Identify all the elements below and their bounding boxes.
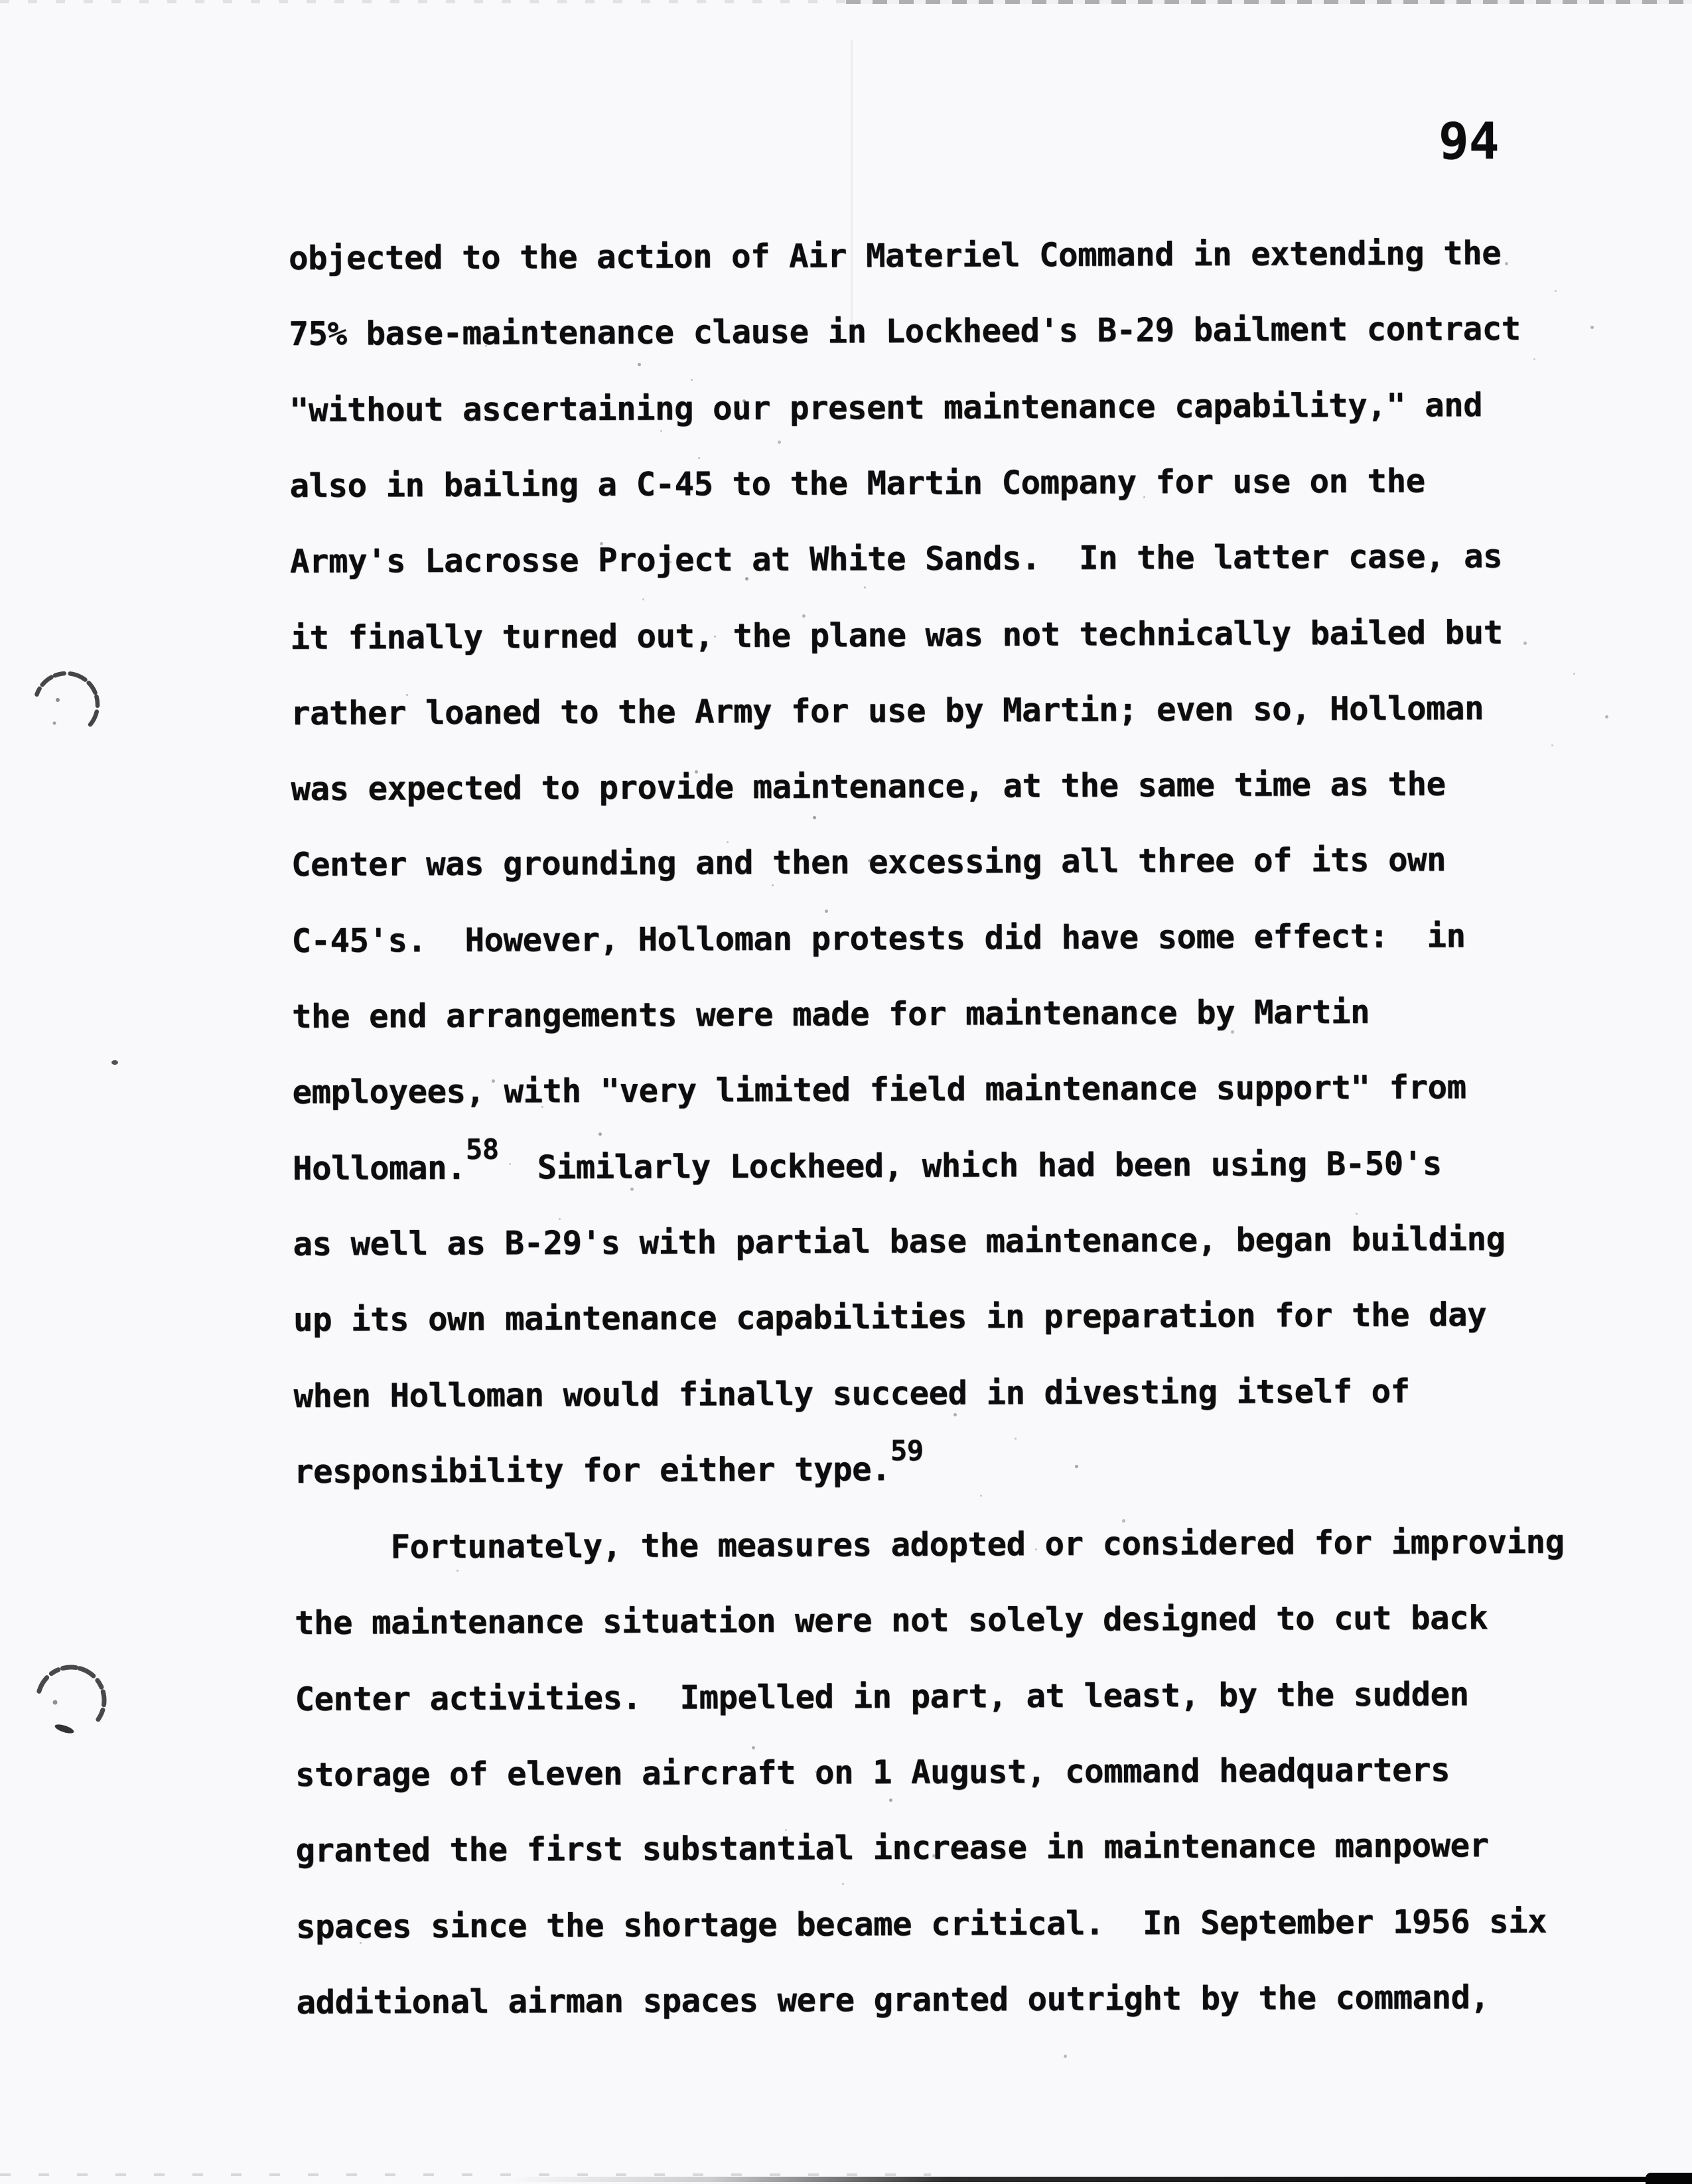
- text-line: [295, 1751, 1450, 1794]
- text-segment: Center was grounding and then excessing all three of its own: [291, 841, 1446, 884]
- text-segment: 75% base-maintenance clause in Lockheed's B-29 bailment contract: [289, 309, 1521, 353]
- text-segment: as well as B-29's with partial base maintenance, began building: [293, 1220, 1506, 1263]
- text-line: [291, 992, 1370, 1036]
- stray-ink-dot: [111, 1060, 118, 1065]
- text-segment: objected to the action of Air Materiel Command in extending the: [288, 234, 1502, 277]
- text-segment: spaces since the shortage became critical. In September 1956 six: [295, 1902, 1547, 1946]
- footnote-number: 59: [890, 1434, 924, 1467]
- text-segment: Holloman.: [292, 1148, 466, 1188]
- text-line: [293, 1296, 1487, 1339]
- text-line: [294, 1523, 1565, 1566]
- text-segment: storage of eleven aircraft on 1 August, command headquarters: [295, 1751, 1450, 1794]
- text-line: [291, 917, 1466, 960]
- text-segment: also in bailing a C-45 to the Martin Company for use on the: [289, 462, 1425, 505]
- text-line: [289, 462, 1425, 505]
- text-line: [288, 234, 1502, 277]
- text-segment: responsibility for either type.: [293, 1450, 891, 1491]
- text-line: [295, 1826, 1489, 1870]
- text-segment: up its own maintenance capabilities in preparation for the day: [293, 1296, 1487, 1339]
- text-line: [291, 841, 1446, 884]
- text-line: [296, 1978, 1490, 2021]
- scan-edge-artifact-bottom: [0, 2177, 1692, 2182]
- text-segment: C-45's. However, Holloman protests did have some effect: in: [291, 917, 1466, 960]
- hole-punch-mark: [27, 663, 113, 750]
- text-segment: Center activities. Impelled in part, at least, by the sudden: [295, 1675, 1469, 1718]
- text-segment: Fortunately, the measures adopted or considered for improving: [294, 1523, 1565, 1566]
- text-segment: "without ascertaining our present maintenance capability," and: [289, 386, 1483, 429]
- text-line: [290, 689, 1484, 732]
- scan-edge-artifact-top-left: [0, 0, 846, 3]
- text-line: [295, 1675, 1469, 1718]
- ink-blob: [54, 1723, 75, 1736]
- text-line: [289, 537, 1503, 580]
- text-line: [289, 386, 1483, 429]
- page-number: 94: [1439, 111, 1500, 171]
- text-line: [291, 765, 1446, 808]
- text-line: [289, 309, 1521, 353]
- text-segment: when Holloman would finally succeed in divesting itself of: [293, 1372, 1410, 1415]
- text-line: [290, 614, 1503, 657]
- text-segment: the maintenance situation were not solely designed to cut back: [294, 1599, 1488, 1642]
- text-line: [292, 1068, 1466, 1111]
- text-segment: Similarly Lockheed, which had been using B-50's: [498, 1144, 1442, 1187]
- text-segment: it finally turned out, the plane was not technically bailed but: [290, 614, 1503, 657]
- text-line: [294, 1599, 1488, 1642]
- scan-streak-artifact: [851, 40, 853, 325]
- text-line: [293, 1220, 1506, 1263]
- text-segment: was expected to provide maintenance, at the same time as the: [291, 765, 1446, 808]
- text-segment: employees, with "very limited field maintenance support" from: [292, 1068, 1466, 1111]
- scan-edge-artifact-top-right: [846, 0, 1692, 4]
- text-segment: additional airman spaces were granted outright by the command,: [296, 1978, 1490, 2021]
- body-text: [288, 234, 1589, 2021]
- ink-dot: [53, 722, 56, 725]
- ink-dot: [53, 1700, 58, 1705]
- hole-punch-mark: [30, 1659, 123, 1751]
- photocopy-noise: [0, 0, 2, 2]
- text-segment: granted the first substantial increase in maintenance manpower: [295, 1826, 1489, 1870]
- footnote-number: 58: [465, 1132, 499, 1166]
- text-line: [293, 1372, 1410, 1415]
- text-segment: the end arrangements were made for maintenance by Martin: [291, 992, 1370, 1036]
- scan-edge-artifact-bottom-left: [0, 2173, 931, 2176]
- text-segment: Army's Lacrosse Project at White Sands. In the latter case, as: [289, 537, 1503, 580]
- text-line: [292, 1132, 1442, 1188]
- text-line: [295, 1902, 1547, 1946]
- text-line: [293, 1434, 924, 1491]
- ink-dot: [56, 698, 60, 702]
- scan-corner-blob: [1646, 2173, 1692, 2184]
- text-segment: rather loaned to the Army for use by Martin; even so, Holloman: [290, 689, 1484, 732]
